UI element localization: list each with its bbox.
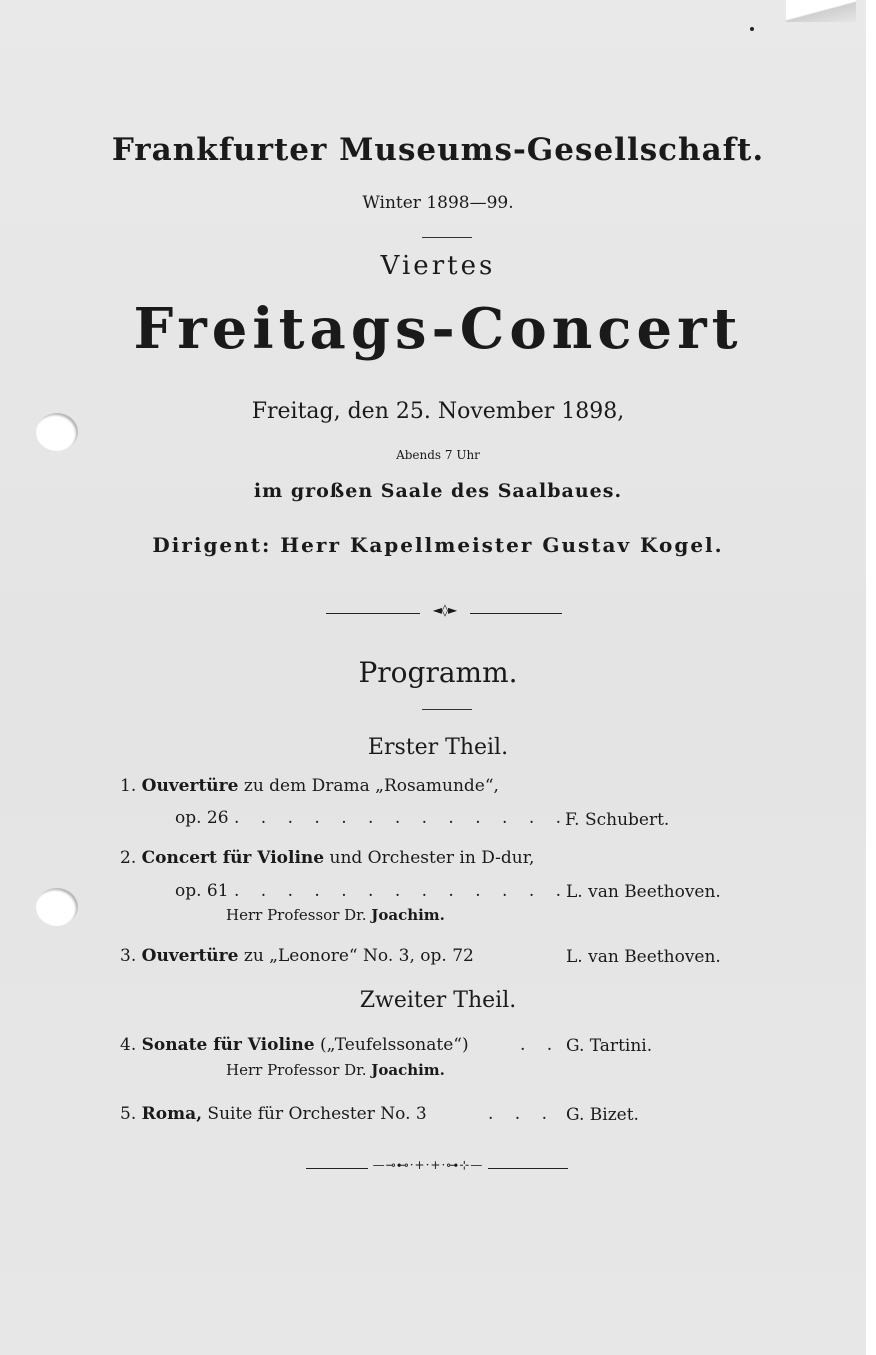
item-number: 5. — [120, 1104, 137, 1124]
program-item-3 — [120, 946, 474, 966]
item-composer: G. Tartini. — [566, 1036, 653, 1056]
divider-ornament: ◄◊► — [432, 603, 458, 617]
program-item-5 — [120, 1104, 427, 1124]
concert-date: Freitag, den 25. November 1898, — [251, 399, 625, 424]
program-item-1 — [120, 776, 499, 796]
leader-dots: . . — [520, 1035, 561, 1055]
item-number: 3. — [120, 946, 137, 966]
page-corner-fold — [786, 0, 856, 22]
soloist-name: Joachim. — [371, 1061, 445, 1079]
item-title: Roma, — [141, 1104, 203, 1124]
item-soloist — [226, 906, 445, 924]
item-composer: L. van Beethoven. — [566, 882, 721, 902]
concert-time: Abends 7 Uhr — [396, 448, 480, 462]
item-title: Sonate für Violine — [141, 1035, 315, 1055]
ink-speck — [750, 27, 754, 31]
item-number: 1. — [120, 776, 137, 796]
footer-line-right — [488, 1168, 568, 1169]
concert-title: Freitags-Concert — [133, 296, 743, 362]
item-number: 4. — [120, 1035, 137, 1055]
program-item-4 — [120, 1035, 469, 1055]
item-composer: G. Bizet. — [566, 1105, 639, 1125]
item-description: zu „Leonore“ No. 3, op. 72 — [238, 946, 474, 966]
ornamental-divider — [326, 603, 562, 620]
leader-dots: . . . . . . . . . . . . . — [233, 881, 570, 901]
conductor-line: Dirigent: Herr Kapellmeister Gustav Kogel. — [152, 533, 724, 557]
item-number: 2. — [120, 848, 137, 868]
soloist-title: Herr Professor Dr. — [226, 906, 372, 924]
program-item-1-detail — [175, 808, 569, 828]
item-opus: op. 61 — [175, 881, 229, 901]
leader-dots: . . . — [488, 1104, 556, 1124]
part-one-heading: Erster Theil. — [367, 735, 509, 760]
item-opus: op. 26 — [175, 808, 229, 828]
footer-line-left — [306, 1168, 368, 1169]
footer-ornament-glyphs: —⊸⊷·+·+·⊶⊹— — [372, 1158, 484, 1172]
divider-line-right — [470, 613, 562, 614]
item-title: Concert für Violine — [141, 848, 325, 868]
program-heading: Programm. — [358, 656, 518, 689]
divider-line-left — [326, 613, 420, 614]
program-item-2-detail — [175, 881, 569, 901]
item-title: Ouvertüre — [141, 946, 239, 966]
soloist-name: Joachim. — [371, 906, 445, 924]
season-line: Winter 1898—99. — [362, 193, 514, 213]
item-composer: F. Schubert. — [565, 810, 670, 830]
item-description: und Orchester in D-dur, — [324, 848, 535, 868]
concert-venue: im großen Saale des Saalbaues. — [253, 480, 623, 502]
soloist-title: Herr Professor Dr. — [226, 1061, 372, 1079]
concert-ordinal: Viertes — [380, 251, 496, 281]
leader-dots: . . . . . . . . . . . . . — [233, 808, 570, 828]
item-title: Ouvertüre — [141, 776, 239, 796]
short-rule — [422, 709, 472, 710]
item-description: Suite für Orchester No. 3 — [202, 1104, 427, 1124]
item-description: zu dem Drama „Rosamunde“, — [238, 776, 499, 796]
item-soloist — [226, 1061, 445, 1079]
item-description: („Teufelssonate“) — [314, 1035, 469, 1055]
part-two-heading: Zweiter Theil. — [359, 988, 517, 1013]
item-composer: L. van Beethoven. — [566, 947, 721, 967]
short-rule — [422, 237, 472, 238]
punch-hole-bottom — [36, 888, 78, 926]
footer-ornament — [306, 1160, 568, 1174]
society-title: Frankfurter Museums-Gesellschaft. — [111, 132, 765, 168]
scan-margin — [866, 0, 876, 1355]
program-item-2 — [120, 848, 534, 868]
